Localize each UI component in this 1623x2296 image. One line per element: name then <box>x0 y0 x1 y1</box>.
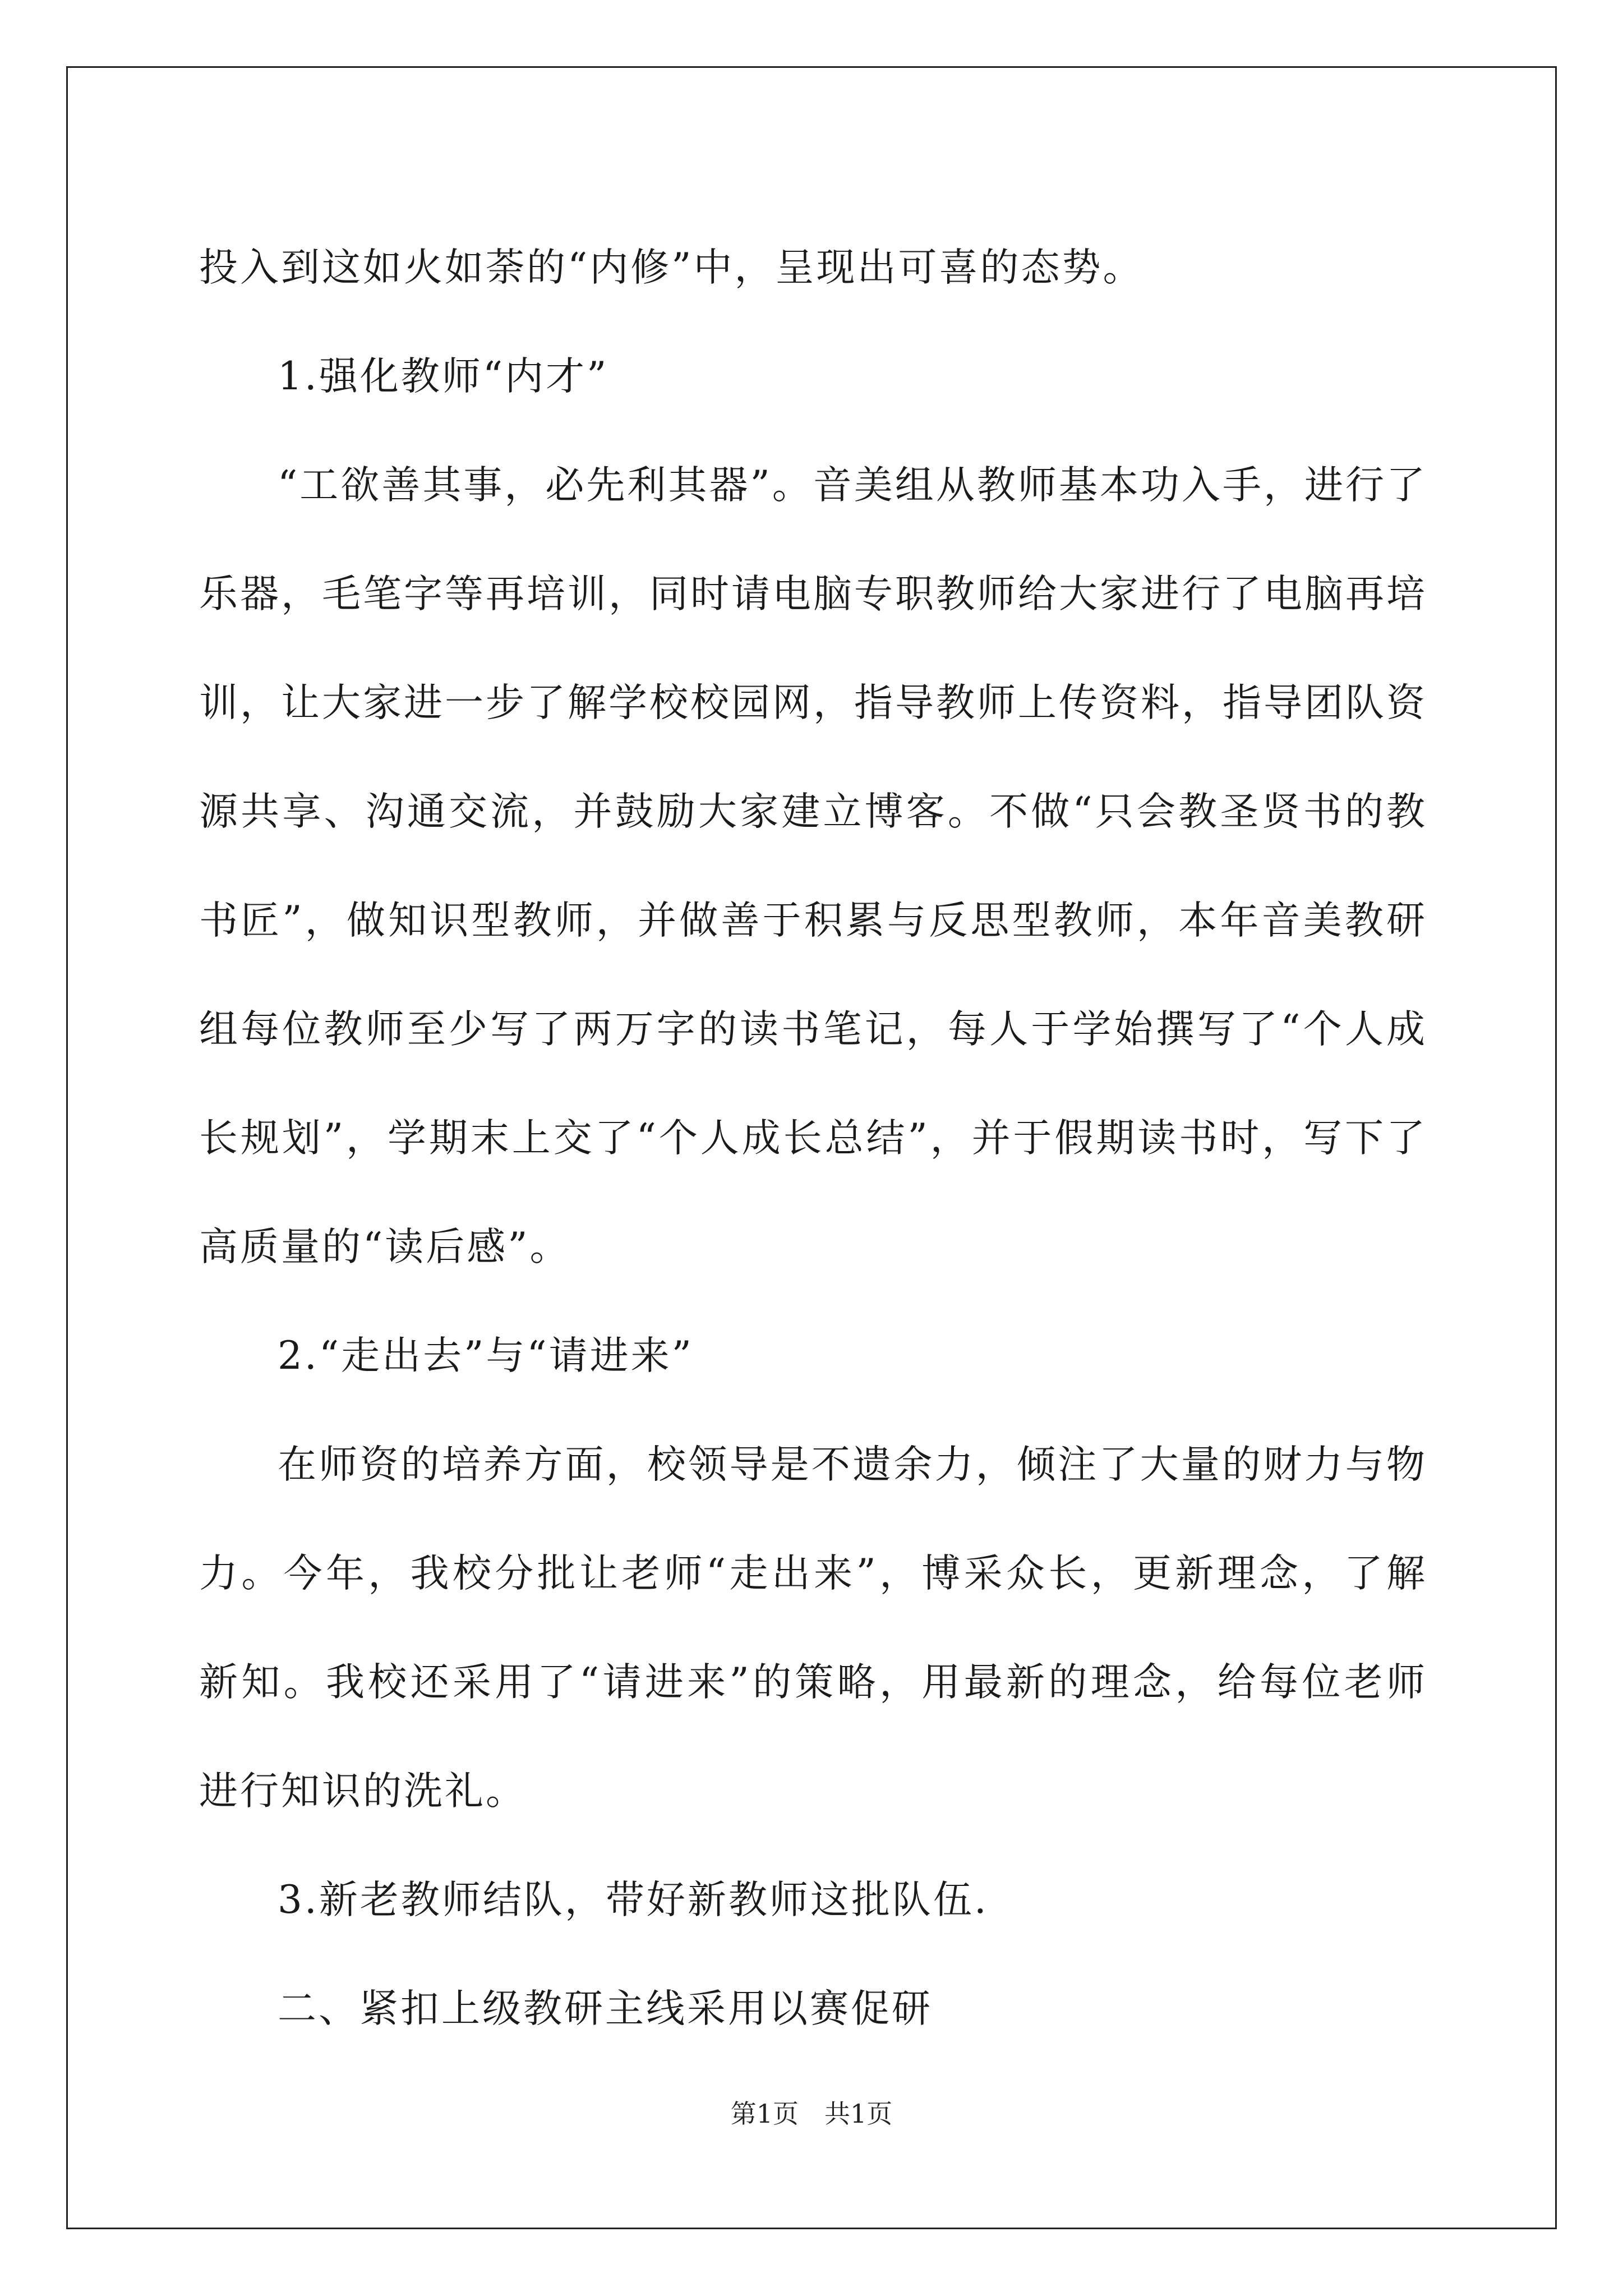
heading-go-out-invite-in: 2.“走出去”与“请进来” <box>278 1333 694 1378</box>
paragraph-training: “工欲善其事，必先利其器”。音美组从教师基本功入手，进行了乐器，毛笔字等再培训，同时请电脑专职教师给大家进行了电脑再培训，让大家进一步了解学校校园网，指导教师上传资料，指导团队资源共享、沟通交流，并鼓励大家建立博客。不做“只会教圣贤书的教书匠”，做知识型教师，并做善于积累与反思型教师，本年音美教研组每位教师至少写了两万字的读书笔记，每人于学始撰写了“个人成长规划”，学期末上交了“个人成长总结”，并于假期读书时，写下了高质量的“读后感”。 <box>199 463 1427 1269</box>
heading-section-two: 二、紧扣上级教研主线采用以赛促研 <box>278 1986 933 2031</box>
paragraph-teacher-development: 在师资的培养方面，校领导是不遗余力，倾注了大量的财力与物力。今年，我校分批让老师“走出来”，博采众长，更新理念，了解新知。我校还采用了“请进来”的策略，用最新的理念，给每位老师进行知识的洗礼。 <box>199 1442 1427 1814</box>
heading-mentoring: 3.新老教师结队，带好新教师这批队伍. <box>278 1878 989 1922</box>
page-number: 第1页 共1页 <box>730 2099 893 2129</box>
document-body <box>199 213 1427 2063</box>
paragraph-intro: 投入到这如火如荼的“内修”中，呈现出可喜的态势。 <box>199 245 1144 290</box>
heading-strengthen-teachers: 1.强化教师“内才” <box>278 354 609 399</box>
